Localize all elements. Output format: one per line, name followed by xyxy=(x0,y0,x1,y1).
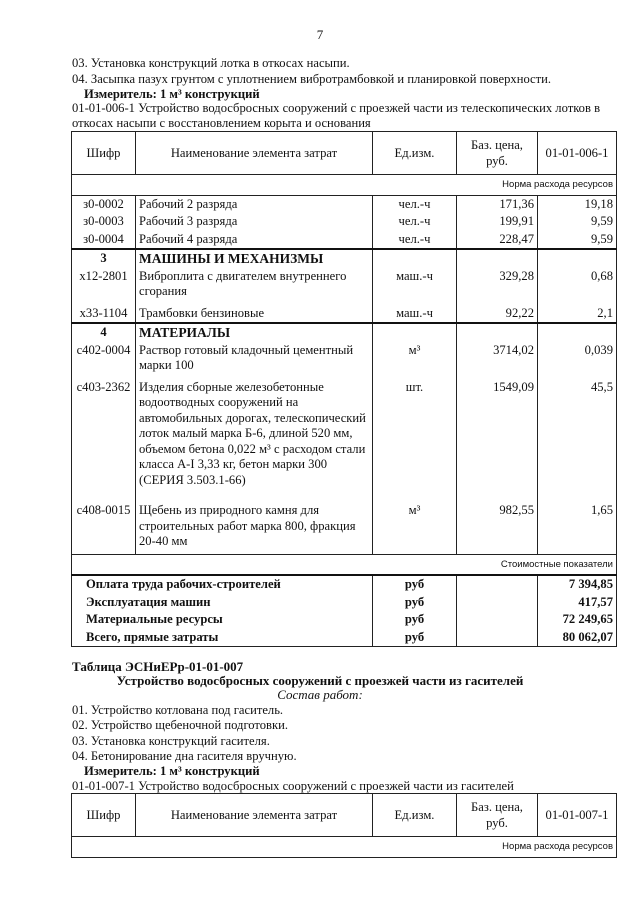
header-code: Шифр xyxy=(72,132,136,175)
work-item-04: 04. Засыпка пазух грунтом с уплотнением вибротрамбовкой и планировкой поверхности. xyxy=(72,72,552,86)
row-price: 171,36 xyxy=(457,195,538,213)
resource-table xyxy=(71,131,617,647)
work-item-03: 03. Установка конструкций лотка в откосах насыпи. xyxy=(72,56,350,70)
total-row xyxy=(72,594,617,612)
row-unit: шт. xyxy=(373,375,457,490)
composition-heading: Состав работ: xyxy=(277,687,363,702)
row-price: 228,47 xyxy=(457,231,538,250)
row-code: з0-0002 xyxy=(72,195,136,213)
norm-label-row xyxy=(72,175,617,196)
section-title: МАТЕРИАЛЫ xyxy=(136,323,373,342)
header-price: Баз. цена, руб. xyxy=(457,132,538,175)
row-unit: чел.-ч xyxy=(373,213,457,231)
table-header-row xyxy=(72,132,617,175)
table-title: Устройство водосбросных сооружений с проезжей части из гасителей xyxy=(116,673,524,688)
header-price: Баз. цена, руб. xyxy=(457,794,538,837)
total-unit: руб xyxy=(373,594,457,612)
header-name: Наименование элемента затрат xyxy=(136,794,373,837)
section-row xyxy=(72,249,617,268)
row-unit: м³ xyxy=(373,489,457,554)
row-price: 92,22 xyxy=(457,301,538,324)
table-row xyxy=(72,342,617,375)
header-name: Наименование элемента затрат xyxy=(136,132,373,175)
row-qty: 0,039 xyxy=(538,342,617,375)
total-value: 80 062,07 xyxy=(538,629,617,647)
row-name: Рабочий 2 разряда xyxy=(136,195,373,213)
item2-title: 01-01-007-1 Устройство водосбросных сооружений с проезжей части из гасителей xyxy=(72,779,514,793)
row-code: з0-0004 xyxy=(72,231,136,250)
work-item-01: 01. Устройство котлована под гаситель. xyxy=(72,703,284,717)
row-code: с403-2362 xyxy=(72,375,136,490)
header-code: Шифр xyxy=(72,794,136,837)
row-unit: м³ xyxy=(373,342,457,375)
row-price: 329,28 xyxy=(457,268,538,301)
cost-label-row xyxy=(72,554,617,575)
header-unit: Ед.изм. xyxy=(373,132,457,175)
total-row xyxy=(72,611,617,629)
table-caption: Таблица ЭСНиЕРр-01-01-007 xyxy=(72,659,244,674)
row-name: Трамбовки бензиновые xyxy=(136,301,373,324)
total-name: Материальные ресурсы xyxy=(72,611,373,629)
header-norm: 01-01-007-1 xyxy=(538,794,617,837)
work-item-03b: 03. Установка конструкций гасителя. xyxy=(72,734,270,748)
header-unit: Ед.изм. xyxy=(373,794,457,837)
row-qty: 1,65 xyxy=(538,489,617,554)
row-qty: 2,1 xyxy=(538,301,617,324)
row-unit: маш.-ч xyxy=(373,301,457,324)
row-unit: маш.-ч xyxy=(373,268,457,301)
row-name: Рабочий 3 разряда xyxy=(136,213,373,231)
table-row xyxy=(72,195,617,213)
resource-table-2 xyxy=(71,793,617,858)
total-name: Эксплуатация машин xyxy=(72,594,373,612)
total-value: 417,57 xyxy=(538,594,617,612)
row-qty: 9,59 xyxy=(538,231,617,250)
row-qty: 45,5 xyxy=(538,375,617,490)
row-code: с402-0004 xyxy=(72,342,136,375)
item-title-line1: 01-01-006-1 Устройство водосбросных сооружений с проезжей части из телескопических лотков в xyxy=(72,101,601,115)
header-norm: 01-01-006-1 xyxy=(538,132,617,175)
total-row xyxy=(72,629,617,647)
total-name: Всего, прямые затраты xyxy=(72,629,373,647)
table-row xyxy=(72,268,617,301)
row-qty: 9,59 xyxy=(538,213,617,231)
cost-label: Стоимостные показатели xyxy=(72,554,617,575)
section-row xyxy=(72,323,617,342)
item-title-line2: откосах насыпи с восстановлением корыта и основания xyxy=(72,116,371,130)
table-row xyxy=(72,213,617,231)
meter-label: Измеритель: 1 м³ конструкций xyxy=(84,87,260,101)
total-value: 72 249,65 xyxy=(538,611,617,629)
row-qty: 0,68 xyxy=(538,268,617,301)
meter-label-2: Измеритель: 1 м³ конструкций xyxy=(84,764,260,778)
row-unit: чел.-ч xyxy=(373,195,457,213)
total-value: 7 394,85 xyxy=(538,575,617,594)
row-code: х33-1104 xyxy=(72,301,136,324)
section-number: 4 xyxy=(72,323,136,342)
row-name: Щебень из природного камня для строительных работ марка 800, фракция 20-40 мм xyxy=(136,489,373,554)
row-price: 3714,02 xyxy=(457,342,538,375)
section-number: 3 xyxy=(72,249,136,268)
total-unit: руб xyxy=(373,611,457,629)
total-row xyxy=(72,575,617,594)
row-price: 1549,09 xyxy=(457,375,538,490)
row-name: Рабочий 4 разряда xyxy=(136,231,373,250)
norm-label: Норма расхода ресурсов xyxy=(72,175,617,196)
table-row xyxy=(72,489,617,554)
row-unit: чел.-ч xyxy=(373,231,457,250)
section-title: МАШИНЫ И МЕХАНИЗМЫ xyxy=(136,249,373,268)
total-unit: руб xyxy=(373,575,457,594)
norm-label: Норма расхода ресурсов xyxy=(72,837,617,858)
table-row xyxy=(72,301,617,324)
work-item-02: 02. Устройство щебеночной подготовки. xyxy=(72,718,289,732)
row-code: с408-0015 xyxy=(72,489,136,554)
row-name: Виброплита с двигателем внутреннего сгорания xyxy=(136,268,373,301)
table-row xyxy=(72,231,617,250)
row-name: Раствор готовый кладочный цементный марки 100 xyxy=(136,342,373,375)
row-qty: 19,18 xyxy=(538,195,617,213)
row-price: 199,91 xyxy=(457,213,538,231)
table-header-row xyxy=(72,794,617,837)
row-code: з0-0003 xyxy=(72,213,136,231)
total-name: Оплата труда рабочих-строителей xyxy=(72,575,373,594)
work-item-04b: 04. Бетонирование дна гасителя вручную. xyxy=(72,749,297,763)
table-row xyxy=(72,375,617,490)
norm-label-row xyxy=(72,837,617,858)
row-name: Изделия сборные железобетонные водоотводных сооружений на автомобильных дорогах, телескопический лоток малый марка Б-6, длиной 520 мм, объемом бетона 0,022 м³ с расходом стали класса А-I 3,33 кг, бетон марки 300 (СЕРИЯ 3.503.1-66) xyxy=(136,375,373,490)
page-number: 7 xyxy=(316,27,324,42)
total-unit: руб xyxy=(373,629,457,647)
row-code: х12-2801 xyxy=(72,268,136,301)
row-price: 982,55 xyxy=(457,489,538,554)
